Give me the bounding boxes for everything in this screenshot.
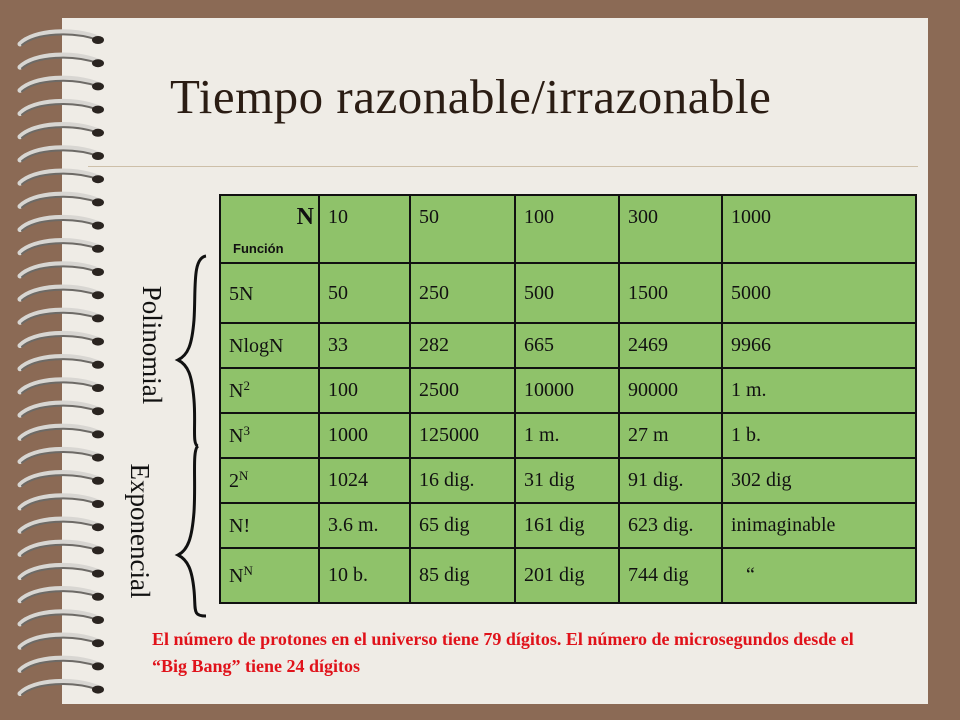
value-cell: 744 dig bbox=[619, 548, 722, 603]
value-cell: “ bbox=[722, 548, 916, 603]
binding-hole bbox=[92, 59, 104, 67]
binding-hole bbox=[92, 152, 104, 160]
corner-funcion-label: Función bbox=[233, 241, 284, 256]
function-cell: $N^N$ bbox=[220, 548, 319, 603]
group-braces bbox=[170, 250, 210, 620]
function-cell: $N^3$ bbox=[220, 413, 319, 458]
corner-n-label: N bbox=[296, 204, 314, 230]
value-cell: 2469 bbox=[619, 323, 722, 368]
binding-hole bbox=[92, 407, 104, 415]
polinomial-brace bbox=[178, 256, 206, 446]
value-cell: 161 dig bbox=[515, 503, 619, 548]
binding-hole bbox=[92, 175, 104, 183]
value-cell: 100 bbox=[319, 368, 410, 413]
value-cell: 1500 bbox=[619, 263, 722, 323]
binding-hole bbox=[92, 291, 104, 299]
table-row bbox=[220, 323, 916, 368]
value-cell: 50 bbox=[319, 263, 410, 323]
binding-hole bbox=[92, 82, 104, 90]
value-cell: 1 m. bbox=[515, 413, 619, 458]
value-cell: inimaginable bbox=[722, 503, 916, 548]
value-cell: 1024 bbox=[319, 458, 410, 503]
header-cell: 300 bbox=[619, 195, 722, 263]
binding-hole bbox=[92, 523, 104, 531]
value-cell: 125000 bbox=[410, 413, 515, 458]
binding-hole bbox=[92, 639, 104, 647]
binding-hole bbox=[92, 662, 104, 670]
header-cell: 1000 bbox=[722, 195, 916, 263]
value-cell: 1000 bbox=[319, 413, 410, 458]
value-cell: 90000 bbox=[619, 368, 722, 413]
value-cell: 9966 bbox=[722, 323, 916, 368]
binding-hole bbox=[92, 222, 104, 230]
binding-hole bbox=[92, 686, 104, 694]
value-cell: 1 m. bbox=[722, 368, 916, 413]
binding-hole bbox=[92, 616, 104, 624]
binding-hole bbox=[92, 500, 104, 508]
value-cell: 282 bbox=[410, 323, 515, 368]
binding-hole bbox=[92, 338, 104, 346]
value-cell: 10000 bbox=[515, 368, 619, 413]
function-cell: 5N bbox=[220, 263, 319, 323]
value-cell: 201 dig bbox=[515, 548, 619, 603]
binding-hole bbox=[92, 593, 104, 601]
binding-hole bbox=[92, 430, 104, 438]
binding-hole bbox=[92, 454, 104, 462]
binding-hole bbox=[92, 198, 104, 206]
table-row bbox=[220, 548, 916, 603]
value-cell: 500 bbox=[515, 263, 619, 323]
polinomial-label: Polinomial bbox=[137, 285, 167, 405]
binding-hole bbox=[92, 361, 104, 369]
table-row bbox=[220, 503, 916, 548]
binding-hole bbox=[92, 570, 104, 578]
value-cell: 302 dig bbox=[722, 458, 916, 503]
binding-hole bbox=[92, 36, 104, 44]
function-cell: $2^N$ bbox=[220, 458, 319, 503]
value-cell: 2500 bbox=[410, 368, 515, 413]
header-cell: 50 bbox=[410, 195, 515, 263]
table-row bbox=[220, 458, 916, 503]
binding-hole bbox=[92, 546, 104, 554]
binding-hole bbox=[92, 245, 104, 253]
table-row bbox=[220, 413, 916, 458]
value-cell: 91 dig. bbox=[619, 458, 722, 503]
title-divider bbox=[88, 166, 918, 167]
header-cell: 10 bbox=[319, 195, 410, 263]
footnote: El número de protones en el universo tiene 79 dígitos. El número de microsegundos desde el “Big Bang” tiene 24 dígitos bbox=[152, 629, 854, 676]
binding-hole bbox=[92, 268, 104, 276]
value-cell: 5000 bbox=[722, 263, 916, 323]
exponencial-label: Exponencial bbox=[125, 463, 155, 599]
value-cell: 65 dig bbox=[410, 503, 515, 548]
value-cell: 623 dig. bbox=[619, 503, 722, 548]
complexity-table bbox=[219, 194, 917, 604]
binding-hole bbox=[92, 314, 104, 322]
value-cell: 10 b. bbox=[319, 548, 410, 603]
value-cell: 85 dig bbox=[410, 548, 515, 603]
value-cell: 3.6 m. bbox=[319, 503, 410, 548]
table-header-row bbox=[220, 195, 916, 263]
corner-cell bbox=[220, 195, 319, 263]
binding-hole bbox=[92, 384, 104, 392]
exponencial-brace bbox=[178, 446, 206, 616]
binding-hole bbox=[92, 129, 104, 137]
value-cell: 665 bbox=[515, 323, 619, 368]
spiral-binding bbox=[14, 20, 106, 700]
function-cell: $N^2$ bbox=[220, 368, 319, 413]
value-cell: 250 bbox=[410, 263, 515, 323]
table-row bbox=[220, 368, 916, 413]
binding-hole bbox=[92, 106, 104, 114]
value-cell: 1 b. bbox=[722, 413, 916, 458]
slide-title: Tiempo razonable/irrazonable bbox=[170, 69, 772, 124]
table-row bbox=[220, 263, 916, 323]
header-cell: 100 bbox=[515, 195, 619, 263]
binding-hole bbox=[92, 477, 104, 485]
value-cell: 27 m bbox=[619, 413, 722, 458]
value-cell: 33 bbox=[319, 323, 410, 368]
function-cell: N! bbox=[220, 503, 319, 548]
value-cell: 16 dig. bbox=[410, 458, 515, 503]
function-cell: NlogN bbox=[220, 323, 319, 368]
value-cell: 31 dig bbox=[515, 458, 619, 503]
